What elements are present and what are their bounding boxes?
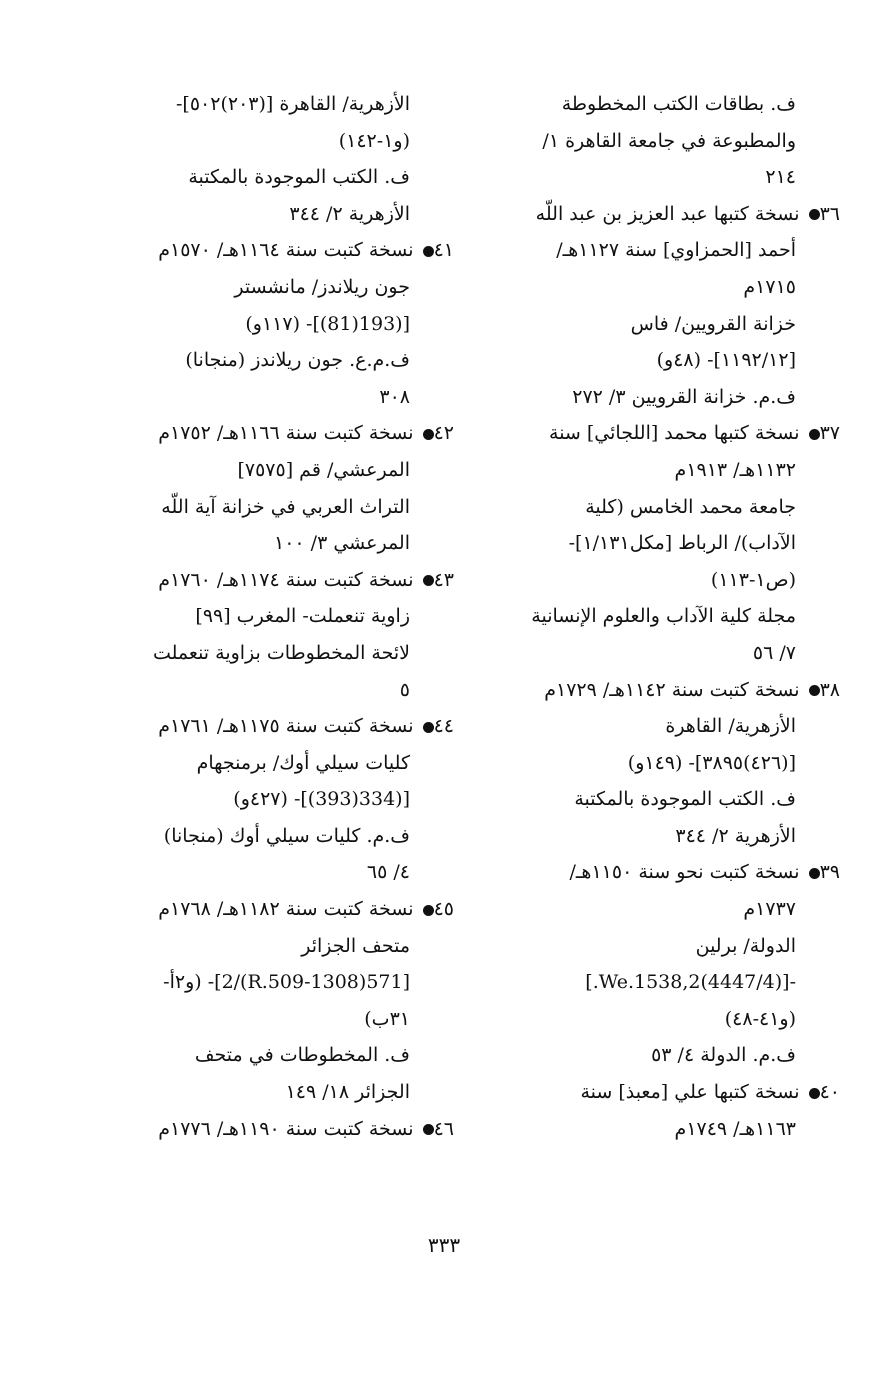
entry-number: ٣٦ [819, 202, 840, 225]
text-line: [571(1308-R.509)/2]- (و٢أ- [163, 971, 410, 994]
entry-heading [65, 708, 454, 745]
text-line: نسخة كتبت سنة ١١٧٥هـ/ ١٧٦١م [158, 715, 414, 738]
text-line: (ص١-١١٣) [710, 568, 796, 591]
entry-43 [65, 562, 454, 708]
entry-number: ٤٠ [819, 1081, 840, 1104]
text-line: الآداب)/ الرباط [مكل١/١٣١]- [568, 532, 796, 555]
bullet-icon [423, 722, 434, 733]
text-line: [(٤٢٦)٣٨٩٥]- (١٤٩و) [627, 751, 796, 774]
text-line: نسخة كتبت سنة ١١٩٠هـ/ ١٧٧٦م [158, 1117, 414, 1140]
bullet-icon [809, 209, 820, 220]
text-line: الأزهرية ٢/ ٣٤٤ [289, 202, 410, 225]
text-line: ٧/ ٥٦ [752, 641, 796, 664]
text-line: [(193(81)]- (١١٧و) [245, 312, 410, 335]
right-column [446, 86, 840, 1147]
text-line: الدولة/ برلين [695, 934, 796, 957]
text-line: ٥ [399, 678, 410, 701]
entry-heading [65, 232, 454, 269]
text-line: نسخة كتبها محمد [اللجائي] سنة [549, 422, 800, 445]
bullet-icon [423, 429, 434, 440]
text-line: جون ريلاندز/ مانشستر [234, 275, 410, 298]
text-line: ٤/ ٦٥ [366, 861, 410, 884]
page-number: ٣٣٣ [427, 1233, 461, 1257]
text-line: جامعة محمد الخامس (كلية [585, 495, 796, 518]
entry-heading [65, 562, 454, 599]
entry-heading [446, 672, 840, 709]
entry-number: ٣٧ [819, 422, 840, 445]
text-line: زاوية تنعملت- المغرب [٩٩] [195, 605, 410, 628]
text-line: نسخة كتبها عبد العزيز بن عبد اللّه [535, 202, 800, 225]
text-line: نسخة كتبت سنة ١١٤٢هـ/ ١٧٢٩م [544, 678, 800, 701]
entry-36 [446, 196, 840, 416]
entry-heading [446, 415, 840, 452]
entry-number: ٤٦ [433, 1117, 454, 1140]
text-line: ف. الكتب الموجودة بالمكتبة [188, 166, 410, 189]
entry-continued-left [65, 86, 410, 232]
bullet-icon [809, 868, 820, 879]
left-column [65, 86, 454, 1147]
text-line: مجلة كلية الآداب والعلوم الإنسانية [531, 605, 796, 628]
text-line: (و٤١-٤٨) [724, 1007, 796, 1030]
entry-42 [65, 415, 454, 561]
entry-number: ٤٥ [433, 898, 454, 921]
text-line: ١٧٣٧م [743, 898, 796, 921]
entry-heading [65, 891, 454, 928]
entry-heading [65, 1111, 454, 1148]
entry-number: ٣٨ [819, 678, 840, 701]
text-line: الأزهرية/ القاهرة [(٢٠٣)٥٠٢]- [175, 93, 410, 115]
text-line: ف.م. كليات سيلي أوك (منجانا) [163, 824, 410, 847]
entry-40 [446, 1074, 840, 1147]
text-line: متحف الجزائر [301, 934, 410, 957]
text-line: لائحة المخطوطات بزاوية تنعملت [152, 641, 410, 664]
text-line: كليات سيلي أوك/ برمنجهام [196, 751, 410, 774]
bullet-icon [809, 1088, 820, 1099]
entry-heading [65, 415, 454, 452]
text-line: ف.م. خزانة القرويين ٣/ ٢٧٢ [572, 385, 796, 408]
text-line: التراث العربي في خزانة آية اللّه [161, 495, 410, 518]
text-line: نسخة كتبت سنة ١١٧٤هـ/ ١٧٦٠م [158, 568, 414, 591]
entry-37 [446, 415, 840, 671]
entry-number: ٤٤ [433, 715, 454, 738]
text-line: [(334(393)]- (٤٢٧و) [233, 788, 410, 811]
text-line: -[(4447/4)We.1538,2.] [585, 971, 796, 994]
entry-41 [65, 232, 454, 415]
text-line: ف. المخطوطات في متحف [194, 1044, 410, 1067]
entry-heading [446, 1074, 840, 1111]
entry-44 [65, 708, 454, 891]
bullet-icon [423, 1124, 434, 1135]
bullet-icon [423, 246, 434, 257]
text-line: ف.م. الدولة ٤/ ٥٣ [651, 1044, 796, 1067]
entry-38 [446, 672, 840, 855]
bullet-icon [809, 685, 820, 696]
text-line: المرعشي ٣/ ١٠٠ [274, 532, 410, 555]
text-line: الأزهرية ٢/ ٣٤٤ [675, 824, 796, 847]
text-line: نسخة كتبت نحو سنة ١١٥٠هـ/ [569, 861, 800, 884]
text-line: ٣٠٨ [379, 385, 410, 408]
text-line: [١١٩٢/١٢]- (٤٨و) [656, 349, 796, 372]
text-line: ف.م.ع. جون ريلاندز (منجانا) [185, 349, 410, 372]
text-line: نسخة كتبت سنة ١١٦٦هـ/ ١٧٥٢م [158, 422, 414, 445]
entry-45 [65, 891, 454, 1111]
entry-number: ٤٣ [433, 568, 454, 591]
text-line: نسخة كتبت سنة ١١٦٤هـ/ ١٥٧٠م [158, 239, 414, 262]
text-line: ٣١ب) [364, 1007, 410, 1030]
text-line: ١١٣٢هـ/ ١٩١٣م [674, 458, 796, 481]
bullet-icon [423, 905, 434, 916]
text-line: نسخة كتبها علي [معبذ] سنة [580, 1081, 800, 1104]
bullet-icon [423, 575, 434, 586]
text-line: ف. بطاقات الكتب المخطوطة [561, 93, 796, 115]
text-line: ١١٦٣هـ/ ١٧٤٩م [674, 1117, 796, 1140]
text-line: (و١-١٤٢) [338, 129, 410, 152]
entry-number: ٣٩ [819, 861, 840, 884]
text-line: والمطبوعة في جامعة القاهرة ١/ [542, 129, 796, 152]
bullet-icon [809, 429, 820, 440]
text-line: ٢١٤ [765, 166, 796, 189]
text-line: ف. الكتب الموجودة بالمكتبة [574, 788, 796, 811]
entry-number: ٤٢ [433, 422, 454, 445]
text-line: نسخة كتبت سنة ١١٨٢هـ/ ١٧٦٨م [158, 898, 414, 921]
text-line: خزانة القرويين/ فاس [630, 312, 796, 335]
text-line: ١٧١٥م [743, 275, 796, 298]
entry-intro-right [446, 86, 796, 196]
text-line: الأزهرية/ القاهرة [665, 715, 796, 738]
entry-heading [446, 854, 840, 891]
text-line: المرعشي/ قم [٧٥٧٥] [237, 458, 410, 481]
text-line: الجزائر ١٨/ ١٤٩ [285, 1081, 410, 1104]
entry-number: ٤١ [433, 239, 454, 262]
entry-39 [446, 854, 840, 1074]
entry-heading [446, 196, 840, 233]
entry-46 [65, 1111, 454, 1148]
text-line: أحمد [الحمزاوي] سنة ١١٢٧هـ/ [556, 239, 796, 262]
